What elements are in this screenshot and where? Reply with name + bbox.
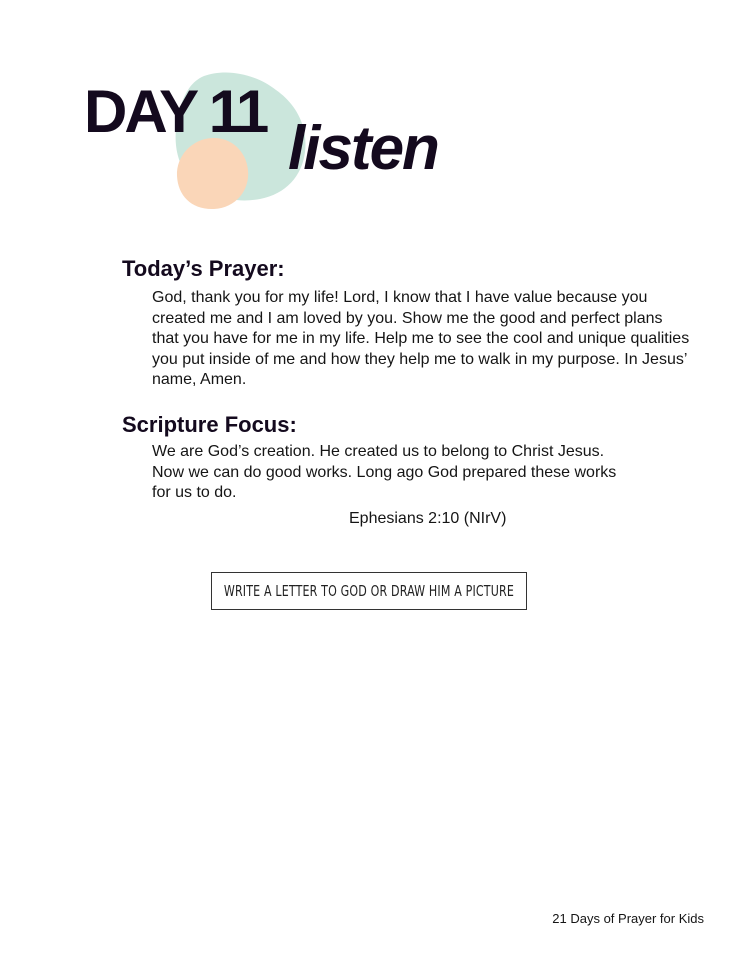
theme-word: listen	[288, 114, 438, 183]
peach-paint-blob	[176, 136, 250, 210]
activity-prompt-box	[211, 572, 527, 610]
scripture-reference: Ephesians 2:10 (NIrV)	[349, 510, 507, 527]
day-title: DAY 11	[84, 78, 267, 145]
footer-text: 21 Days of Prayer for Kids	[552, 911, 704, 926]
activity-prompt-label: WRITE A LETTER TO GOD OR DRAW HIM A PICTURE	[223, 582, 515, 600]
scripture-heading: Scripture Focus:	[122, 412, 297, 437]
prayer-text: God, thank you for my life! Lord, I know that I have value because you created me and I am loved by you. Show me the good and perfect plans that you have for me in my life. Help me to see the cool and unique qualities you put inside of me and how they help me to walk in my purpose. In Jesus’ name, Amen.	[152, 289, 690, 388]
scripture-text: We are God’s creation. He created us to belong to Christ Jesus. Now we can do good works. Long ago God prepared these works for us to do.	[152, 443, 617, 501]
page-header	[0, 0, 740, 230]
prayer-heading: Today’s Prayer:	[122, 256, 285, 281]
